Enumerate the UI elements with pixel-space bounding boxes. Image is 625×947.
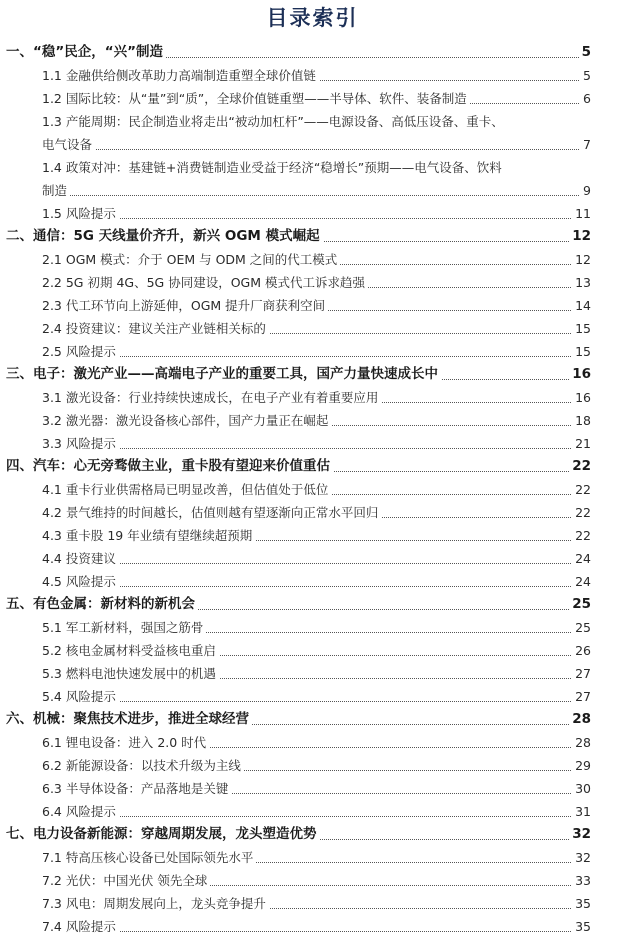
item-title[interactable]: 6.4 风险提示	[42, 800, 119, 823]
toc-section-row[interactable]	[0, 225, 625, 248]
item-title[interactable]: 7.4 风险提示	[42, 915, 119, 938]
toc-item-row[interactable]	[0, 271, 625, 294]
item-page-number[interactable]: 22	[572, 524, 591, 547]
item-page-number[interactable]: 32	[572, 846, 591, 869]
item-page-number[interactable]: 28	[572, 731, 591, 754]
item-title[interactable]: 4.4 投资建议	[42, 547, 119, 570]
item-page-number[interactable]: 25	[572, 616, 591, 639]
item-title[interactable]: 7.2 光伏：中国光伏 领先全球	[42, 869, 210, 892]
toc-item-row[interactable]	[0, 777, 625, 800]
toc-section-row[interactable]	[0, 593, 625, 616]
section-page-number[interactable]: 5	[579, 41, 591, 64]
item-page-number[interactable]: 22	[572, 478, 591, 501]
section-title[interactable]: 三、电子：激光产业——高端电子产业的重要工具，国产力量快速成长中	[6, 363, 441, 386]
toc-item-row[interactable]	[0, 800, 625, 823]
item-title[interactable]: 6.2 新能源设备：以技术升级为主线	[42, 754, 244, 777]
item-title[interactable]: 4.1 重卡行业供需格局已明显改善，但估值处于低位	[42, 478, 331, 501]
toc-item-row[interactable]	[0, 156, 625, 202]
item-page-number[interactable]: 35	[572, 892, 591, 915]
item-title-continued[interactable]: 制造	[42, 179, 70, 202]
item-page-number[interactable]: 22	[572, 501, 591, 524]
item-title[interactable]: 3.2 激光器：激光设备核心部件，国产力量正在崛起	[42, 409, 331, 432]
section-title[interactable]: 四、汽车：心无旁骛做主业，重卡股有望迎来价值重估	[6, 455, 333, 478]
toc-item-row[interactable]	[0, 524, 625, 547]
toc-item-row[interactable]	[0, 685, 625, 708]
item-title[interactable]: 2.2 5G 初期 4G、5G 协同建设，OGM 模式代工诉求趋强	[42, 271, 368, 294]
toc-item-row[interactable]	[0, 547, 625, 570]
item-title[interactable]: 2.1 OGM 模式：介于 OEM 与 ODM 之间的代工模式	[42, 248, 340, 271]
item-title[interactable]: 7.1 特高压核心设备已处国际领先水平	[42, 846, 256, 869]
item-page-number[interactable]: 7	[580, 133, 591, 156]
toc-item-row[interactable]	[0, 892, 625, 915]
item-page-number[interactable]: 29	[572, 754, 591, 777]
toc-item-row[interactable]	[0, 248, 625, 271]
toc-item-row[interactable]	[0, 869, 625, 892]
item-title[interactable]: 1.5 风险提示	[42, 202, 119, 225]
item-title[interactable]: 2.5 风险提示	[42, 340, 119, 363]
toc-item-row[interactable]	[0, 846, 625, 869]
item-title[interactable]: 2.4 投资建议：建议关注产业链相关标的	[42, 317, 269, 340]
toc-item-row[interactable]	[0, 64, 625, 87]
item-page-number[interactable]: 5	[580, 64, 591, 87]
item-title[interactable]: 6.1 锂电设备：进入 2.0 时代	[42, 731, 209, 754]
item-title[interactable]: 3.1 激光设备：行业持续快速成长，在电子产业有着重要应用	[42, 386, 381, 409]
toc-item-row[interactable]	[0, 501, 625, 524]
item-page-number[interactable]: 24	[572, 570, 591, 593]
item-page-number[interactable]: 16	[572, 386, 591, 409]
item-page-number[interactable]: 15	[572, 340, 591, 363]
item-page-number[interactable]: 30	[572, 777, 591, 800]
toc-item-row[interactable]	[0, 915, 625, 938]
item-title[interactable]: 7.3 风电：周期发展向上，龙头竞争提升	[42, 892, 269, 915]
toc-item-row[interactable]	[0, 616, 625, 639]
leader-dots	[42, 701, 579, 702]
toc-item-row[interactable]	[0, 340, 625, 363]
toc-item-row[interactable]	[0, 386, 625, 409]
item-page-number[interactable]: 26	[572, 639, 591, 662]
item-page-number[interactable]: 27	[572, 685, 591, 708]
leader-dots	[42, 356, 579, 357]
section-page-number[interactable]: 28	[569, 708, 591, 731]
toc-item-row[interactable]	[0, 662, 625, 685]
page-title: 目录索引	[266, 5, 359, 30]
item-title[interactable]: 4.2 景气维持的时间越长，估值则越有望逐渐向正常水平回归	[42, 501, 381, 524]
toc-item-row[interactable]	[0, 202, 625, 225]
item-title[interactable]: 4.3 重卡股 19 年业绩有望继续超预期	[42, 524, 255, 547]
item-title[interactable]: 5.4 风险提示	[42, 685, 119, 708]
leader-dots	[42, 586, 579, 587]
toc-item-row[interactable]	[0, 294, 625, 317]
section-title[interactable]: 五、有色金属：新材料的新机会	[6, 593, 198, 616]
item-page-number[interactable]: 6	[580, 87, 591, 110]
item-page-number[interactable]: 33	[572, 869, 591, 892]
toc-item-row[interactable]	[0, 317, 625, 340]
item-title[interactable]: 5.1 军工新材料，强国之筋骨	[42, 616, 206, 639]
item-title[interactable]: 2.3 代工环节向上游延伸，OGM 提升厂商获利空间	[42, 294, 328, 317]
section-page-number[interactable]: 16	[569, 363, 591, 386]
section-title[interactable]: 六、机械：聚焦技术进步，推进全球经营	[6, 708, 252, 731]
item-title[interactable]: 1.3 产能周期：民企制造业将走出“被动加杠杆”——电源设备、高低压设备、重卡、	[42, 110, 507, 133]
toc-item-row[interactable]	[0, 478, 625, 501]
toc-section-row[interactable]	[0, 41, 625, 64]
item-page-number[interactable]: 24	[572, 547, 591, 570]
toc-section-row[interactable]	[0, 363, 625, 386]
item-page-number[interactable]: 21	[572, 432, 591, 455]
item-title-continued[interactable]: 电气设备	[42, 133, 95, 156]
toc-item-row[interactable]	[0, 432, 625, 455]
toc-item-row[interactable]	[0, 110, 625, 156]
item-page-number[interactable]: 11	[572, 202, 591, 225]
toc-section-row[interactable]	[0, 455, 625, 478]
item-page-number[interactable]: 18	[572, 409, 591, 432]
item-title[interactable]: 6.3 半导体设备：产品落地是关键	[42, 777, 231, 800]
leader-dots	[42, 931, 579, 932]
item-title[interactable]: 5.2 核电金属材料受益核电重启	[42, 639, 219, 662]
toc-item-row[interactable]	[0, 87, 625, 110]
item-page-number[interactable]: 15	[572, 317, 591, 340]
item-title[interactable]: 4.5 风险提示	[42, 570, 119, 593]
toc-section-row[interactable]	[0, 823, 625, 846]
leader-dots	[42, 816, 579, 817]
item-title[interactable]: 3.3 风险提示	[42, 432, 119, 455]
item-page-number[interactable]: 14	[572, 294, 591, 317]
section-page-number[interactable]: 22	[569, 455, 591, 478]
leader-dots	[42, 149, 579, 150]
section-title[interactable]: 二、通信：5G 天线量价齐升，新兴 OGM 模式崛起	[6, 225, 323, 248]
section-title[interactable]: 一、“稳”民企，“兴”制造	[6, 41, 166, 64]
section-page-number[interactable]: 25	[569, 593, 591, 616]
toc-item-row[interactable]	[0, 409, 625, 432]
item-title[interactable]: 5.3 燃料电池快速发展中的机遇	[42, 662, 219, 685]
toc-item-row[interactable]	[0, 731, 625, 754]
section-page-number[interactable]: 32	[569, 823, 591, 846]
toc-item-row[interactable]	[0, 754, 625, 777]
toc-item-row[interactable]	[0, 639, 625, 662]
item-title[interactable]: 1.1 金融供给侧改革助力高端制造重塑全球价值链	[42, 64, 319, 87]
section-page-number[interactable]: 12	[569, 225, 591, 248]
item-page-number[interactable]: 9	[580, 179, 591, 202]
item-page-number[interactable]: 35	[572, 915, 591, 938]
item-page-number[interactable]: 31	[572, 800, 591, 823]
toc-section-row[interactable]	[0, 708, 625, 731]
leader-dots	[42, 195, 579, 196]
item-page-number[interactable]: 12	[572, 248, 591, 271]
section-title[interactable]: 七、电力设备新能源：穿越周期发展，龙头塑造优势	[6, 823, 320, 846]
table-of-contents	[0, 41, 625, 938]
item-page-number[interactable]: 27	[572, 662, 591, 685]
toc-item-row[interactable]	[0, 570, 625, 593]
item-title[interactable]: 1.4 政策对冲：基建链+消费链制造业受益于经济“稳增长”预期——电气设备、饮料	[42, 156, 505, 179]
leader-dots	[42, 448, 579, 449]
leader-dots	[42, 218, 579, 219]
leader-dots	[42, 563, 579, 564]
item-page-number[interactable]: 13	[572, 271, 591, 294]
item-title[interactable]: 1.2 国际比较：从“量”到“质”，全球价值链重塑——半导体、软件、装备制造	[42, 87, 470, 110]
